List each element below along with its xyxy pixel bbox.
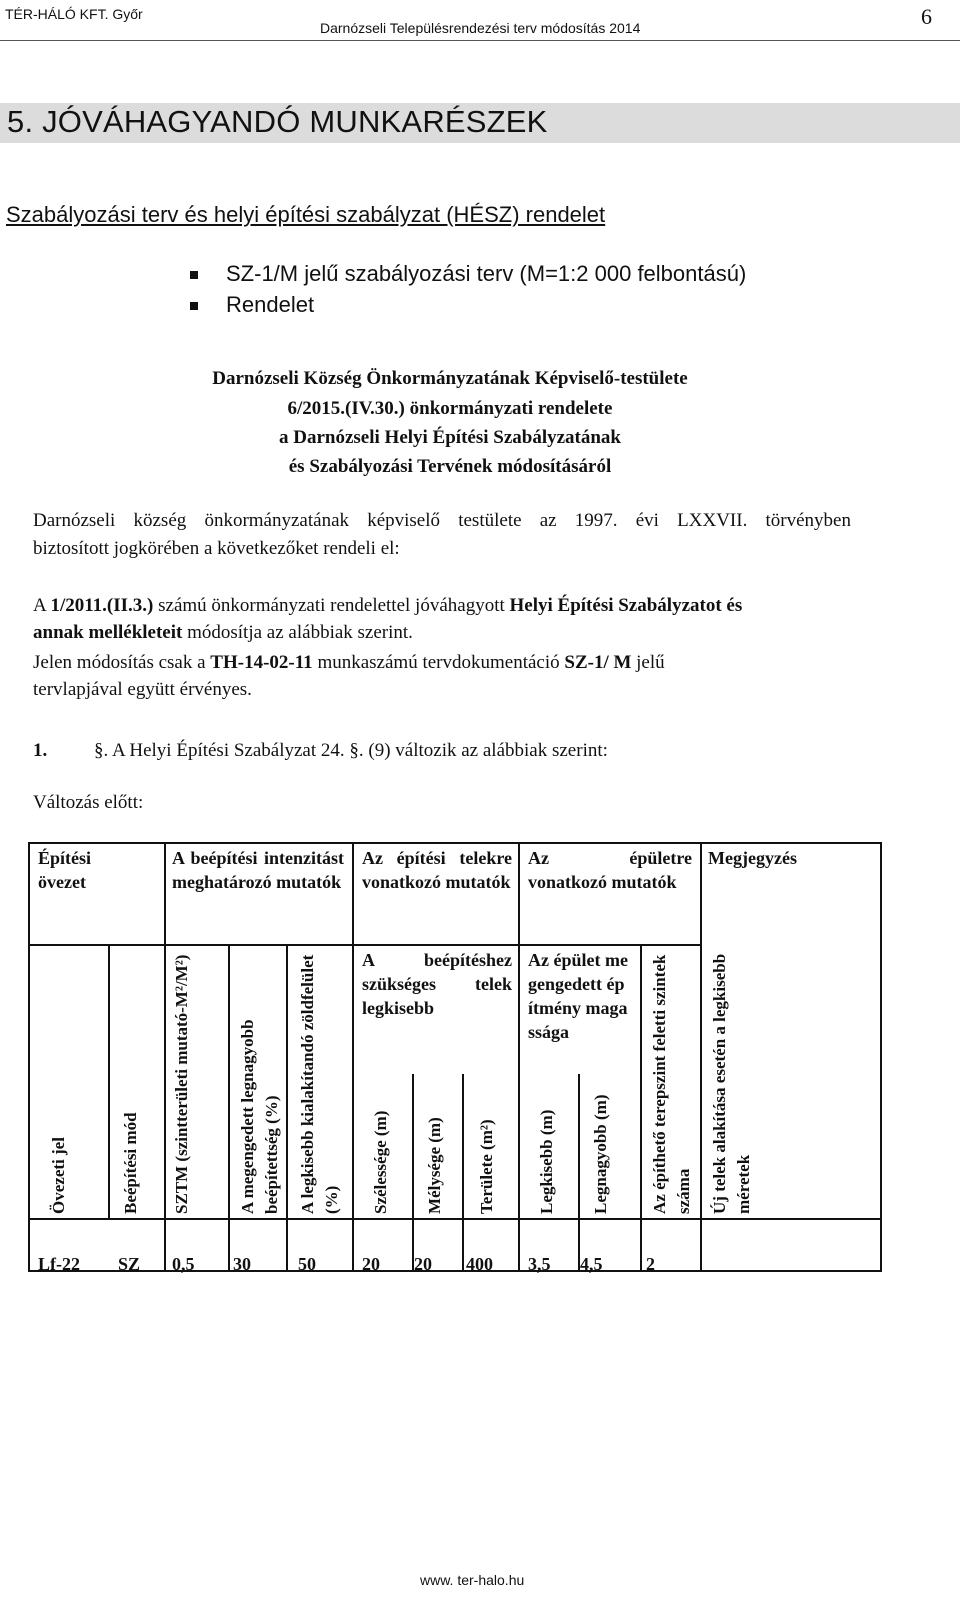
col-storeys: Az építhető terepszint feletti szintek száma (650, 954, 693, 1214)
para1-line2: biztosított jogkörében a következőket rendeli el: (33, 538, 400, 559)
table-divider (108, 944, 110, 1218)
bullet-square-icon (190, 271, 198, 279)
subheader-building-height: Az épület megengedett építmény magassága (528, 950, 628, 1042)
decree-issuer: Darnózseli Község Önkormányzatának Képviselő-testülete (212, 368, 688, 389)
para2-line2: annak mellékleteit módosítja az alábbiak szerint. (33, 622, 413, 643)
header-building: Az épületre vonatkozó mutatók (528, 848, 692, 892)
header-plot: Az építési telekre vonatkozó mutatók (362, 848, 512, 892)
table-cell: 20 (362, 1254, 380, 1274)
table-divider (286, 944, 288, 1272)
section-title: 5. JÓVÁHAGYANDÓ MUNKARÉSZEK (7, 104, 548, 139)
col-new-plot: Új telek alakítása esetén a legkisebb méretek (710, 953, 753, 1214)
col-min-height: Legkisebb (m) (537, 1109, 556, 1214)
table-cell: 50 (298, 1254, 316, 1274)
item1-number: 1. (33, 740, 48, 761)
para3-line2: tervlapjával együtt érvényes. (33, 679, 252, 700)
list-item: SZ-1/M jelű szabályozási terv (M=1:2 000 felbontású) (190, 261, 746, 292)
decree-number: 6/2015.(IV.30.) önkormányzati rendelete (287, 398, 613, 419)
subheader-plot-min: A beépítéshez szükséges telek legkisebb (362, 950, 512, 1018)
col-min-green: A legkisebb kialakítandó zöldfelület (%) (298, 954, 341, 1214)
header-intensity: A beépítési intenzitást meghatározó mutatók (172, 848, 344, 892)
col-sztm: SZTM (szintterületi mutató-M²/M²) (172, 954, 191, 1214)
table-cell: SZ (118, 1254, 141, 1274)
item1-text: §. A Helyi Építési Szabályzat 24. §. (9) változik az alábbiak szerint: (94, 740, 608, 761)
table-cell: 30 (233, 1254, 251, 1274)
table-cell: Lf-22 (38, 1254, 80, 1274)
table-cell: 400 (466, 1254, 493, 1274)
table-divider (352, 844, 354, 1270)
col-max-built: A megengedett legnagyobb beépítettség (%) (238, 1019, 281, 1214)
table-divider (640, 944, 642, 1272)
before-label: Változás előtt: (33, 792, 144, 813)
table-divider (412, 1074, 414, 1272)
table-divider (228, 944, 230, 1272)
table-divider (578, 1074, 580, 1272)
table-cell: 4,5 (580, 1254, 603, 1274)
col-width: Szélessége (m) (371, 1110, 390, 1214)
bullet-square-icon (190, 302, 198, 310)
table-cell: 20 (414, 1254, 432, 1274)
para1-line1: Darnózseli község önkormányzatának képviselő testülete az 1997. évi LXXVII. törvényben (33, 510, 851, 531)
col-building-mode: Beépítési mód (121, 1112, 140, 1214)
footer-url: www. ter-halo.hu (420, 1572, 525, 1588)
table-divider (164, 844, 166, 1270)
company-name: TÉR-HÁLÓ KFT. Győr (5, 6, 143, 22)
decree-subject-line2: és Szabályozási Tervének módosításáról (288, 456, 612, 477)
table-cell: 2 (646, 1254, 655, 1274)
table-cell: 0,5 (172, 1254, 195, 1274)
col-zone-code: Övezeti jel (49, 1137, 68, 1214)
page-number: 6 (921, 4, 932, 29)
decree-subject-line1: a Darnózseli Helyi Építési Szabályzatának (279, 427, 621, 448)
col-area: Területe (m²) (477, 1119, 496, 1214)
header-zone: Építési övezet (38, 848, 92, 892)
header-rule (0, 40, 960, 41)
list-item: Rendelet (190, 292, 746, 323)
bullet-list (190, 261, 746, 323)
header-notes: Megjegyzés (708, 848, 797, 868)
col-max-height: Legnagyobb (m) (591, 1094, 610, 1214)
table-divider (462, 1074, 464, 1272)
subheading: Szabályozási terv és helyi építési szabályzat (HÉSZ) rendelet (6, 202, 606, 227)
table-cell: 3,5 (528, 1254, 551, 1274)
para3-line1: Jelen módosítás csak a TH-14-02-11 munkaszámú tervdokumentáció SZ-1/ M jelű (33, 652, 665, 673)
document-title: Darnózseli Településrendezési terv módosítás 2014 (320, 20, 641, 36)
zoning-table (28, 842, 882, 1272)
col-depth: Mélysége (m) (425, 1117, 444, 1214)
table-divider (700, 844, 702, 1270)
para2-line1: A 1/2011.(II.3.) számú önkormányzati rendelettel jóváhagyott Helyi Építési Szabályzatot és (33, 595, 743, 616)
table-divider (518, 844, 520, 1270)
table-divider (30, 1218, 880, 1220)
